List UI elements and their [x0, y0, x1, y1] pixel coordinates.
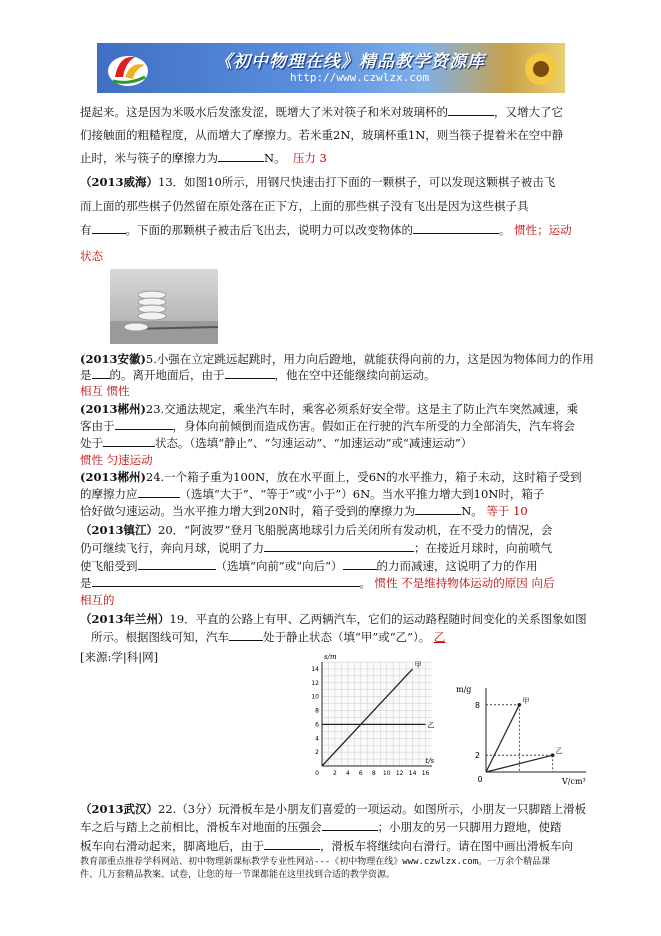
blank — [322, 819, 378, 831]
chess-pieces-photo — [110, 269, 218, 344]
q-rice-line-2: 们接触面的粗糙程度，从而增大了摩擦力。若米重2N，玻璃杯重1N，则当筷子提着米在空中静 — [80, 128, 564, 142]
y-tick-label: 8 — [474, 700, 480, 710]
y-tick-label: 10 — [311, 693, 319, 701]
blank — [264, 540, 414, 552]
blank — [264, 838, 320, 850]
origin-label: 0 — [477, 775, 483, 784]
q-weihai-line-3: 有 。下面的那颗棋子被击后飞出去，说明力可以改变物体的 。 惯性；运动 — [80, 223, 572, 237]
question-tag: (2013郴州) — [80, 470, 146, 484]
plot-area — [322, 662, 432, 766]
sunflower-icon — [521, 49, 561, 89]
q-weihai-line-2: 而上面的那些棋子仍然留在原处落在正下方，上面的那些棋子没有飞出是因为这些棋子具 — [80, 199, 529, 213]
q-chenzhou23-line-1: (2013郴州)23.交通法规定，乘坐汽车时，乘客必须系好安全带。这是主了防止汽车突然减速，乘 — [80, 402, 579, 416]
q-zhenjiang-line-2: 仍可继续飞行，奔向月球，说明了力 ；在接近月球时，向前喷气 — [80, 541, 552, 555]
mass-volume-chart — [452, 676, 602, 790]
blank — [225, 367, 275, 379]
blank — [92, 367, 110, 379]
q-wuhan-line-1: （2013武汉）22.（3分）玩滑板车是小朋友们喜爱的一项运动。如图所示，小朋友一只脚踏上滑板 — [80, 802, 587, 816]
q-chenzhou24-line-2: 的摩擦力应 （选填“大于”、“等于”或“小于”）6N。当水平推力增大到10N时，箱子 — [80, 487, 545, 501]
series-point — [518, 703, 522, 707]
answer: 惯性 不是维持物体运动的原因 向后 — [374, 576, 555, 590]
blank — [138, 558, 216, 570]
answer: 惯性；运动 — [514, 223, 572, 237]
series-label: 甲 — [414, 660, 422, 669]
q-chenzhou23-line-3: 处于 状态。（选填“静止”、“匀速运动”、“加速运动”或“减速运动”） — [80, 436, 473, 450]
answer: 惯性 匀速运动 — [80, 453, 153, 467]
y-tick-label: 8 — [315, 707, 319, 715]
x-tick-label: 10 — [382, 770, 391, 777]
q-zhenjiang-line-4: 是 。 惯性 不是维持物体运动的原因 向后 — [80, 576, 555, 590]
y-tick-label: 2 — [315, 749, 319, 757]
banner-title: 《初中物理在线》精品教学资源库 — [215, 52, 485, 72]
q-chenzhou23-line-2: 客由于 ，身体向前倾倒而造成伤害。假如正在行驶的汽车所受的力全部消失，汽车将会 — [80, 419, 575, 433]
x-axis-label: V/cm³ — [562, 777, 586, 786]
q-anhui-line-1: (2013安徽)5.小强在立定跳远起跳时，用力向后蹬地，就能获得向前的力，这是因为物体间力的作用 — [80, 352, 594, 366]
blank — [343, 558, 377, 570]
q-rice-line-1: 提起来。这是因为米吸水后发涨发涩，既增大了米对筷子和米对玻璃杯的 ，又增大了它 — [80, 105, 563, 119]
answer-continued: 相互的 — [80, 593, 115, 607]
y-tick-label: 2 — [474, 751, 480, 761]
x-tick-label: 4 — [345, 770, 350, 777]
distance-time-chart — [300, 650, 440, 780]
x-axis-label: t/s — [425, 757, 435, 765]
series-label: 甲 — [522, 696, 530, 705]
series-point — [551, 753, 555, 757]
x-tick-label: 16 — [421, 770, 430, 777]
blank — [448, 104, 494, 116]
question-tag: (2013郴州) — [80, 402, 146, 416]
q-weihai-line-1: （2013威海）13．如图10所示，用钢尺快速击打下面的一颗棋子，可以发现这颗棋子被击飞 — [80, 175, 556, 189]
series-label: 乙 — [427, 721, 435, 730]
x-tick-label: 12 — [395, 770, 404, 777]
x-tick-label: 6 — [358, 770, 363, 777]
answer: 压力 3 — [292, 151, 327, 165]
answer: 相互 惯性 — [80, 384, 130, 398]
question-tag: （2013镇江） — [80, 523, 159, 537]
y-axis-label: m/g — [456, 685, 472, 694]
site-logo-icon — [105, 47, 151, 89]
q-wuhan-line-2: 车之后与踏上之前相比，滑板车对地面的压强会 ；小朋友的另一只脚用力蹬地，使踏 — [80, 820, 562, 834]
question-tag: （2013威海） — [80, 175, 159, 189]
blank — [115, 418, 173, 430]
q-zhenjiang-line-1: （2013镇江）20．“阿波罗”登月飞船脱离地球引力后关闭所有发动机，在不受力的情况，会 — [80, 523, 553, 537]
question-tag: （2013年兰州） — [80, 612, 170, 626]
q-lanzhou-line-2: 所示。根据图线可知，汽车 处于静止状态（填“甲”或“乙”）。 乙 — [91, 630, 446, 644]
series-line — [486, 705, 519, 772]
blank — [92, 222, 126, 234]
q-anhui-line-2: 是 的。离开地面后，由于 ，他在空中还能继续向前运动。 — [80, 368, 436, 382]
q-lanzhou-line-1: （2013年兰州）19．平直的公路上有甲、乙两辆汽车，它们的运动路程随时间变化的关系图象如图 — [80, 612, 587, 626]
blank — [413, 222, 499, 234]
answer: 乙 — [433, 630, 446, 644]
source-note: [来源:学|科|网] — [80, 650, 159, 664]
series-label: 乙 — [555, 747, 563, 756]
answer: 等于 10 — [486, 504, 528, 518]
y-axis-label: s/m — [324, 653, 337, 661]
y-tick-label: 6 — [315, 721, 319, 729]
question-tag: (2013安徽) — [80, 352, 146, 366]
q-chenzhou24-line-3: 恰好做匀速运动。当水平推力增大到20N时，箱子受到的摩擦力为 N。 等于 10 — [80, 504, 528, 518]
footer-line-2: 件、几万套精品教案、试卷，让您的每一节课都能在这里找到合适的教学资源。 — [80, 870, 396, 880]
header-banner — [97, 43, 565, 93]
answer-continued: 状态 — [80, 249, 103, 263]
y-tick-label: 14 — [311, 665, 319, 673]
origin-label: 0 — [315, 770, 319, 777]
y-tick-label: 12 — [311, 679, 319, 687]
x-tick-label: 2 — [333, 770, 337, 777]
banner-url[interactable]: http://www.czwlzx.com — [290, 71, 430, 84]
y-tick-label: 4 — [315, 735, 319, 743]
blank — [218, 150, 264, 162]
x-tick-label: 8 — [371, 770, 376, 777]
q-rice-line-3: 止时，米与筷子的摩擦力为 N。 压力 3 — [80, 151, 327, 165]
x-tick-label: 14 — [408, 770, 417, 777]
blank — [229, 629, 263, 641]
blank — [92, 575, 360, 587]
q-zhenjiang-line-3: 使飞船受到 （选填“向前”或“向后”） 的力而减速，这说明了力的作用 — [80, 559, 538, 573]
question-tag: （2013武汉） — [80, 802, 159, 816]
footer-line-1: 教育部重点推荐学科网站、初中物理新课标教学专业性网站---《初中物理在线》www.czwlzx.com。一万余个精品课 — [80, 857, 551, 867]
blank — [415, 503, 461, 515]
blank — [138, 486, 180, 498]
q-wuhan-line-3: 板车向右滑动起来，脚离地后，由于 ，滑板车将继续向右滑行。请在图中画出滑板车向 — [80, 839, 573, 853]
q-chenzhou24-line-1: (2013郴州)24.一个箱子重为100N，放在水平面上，受6N的水平推力，箱子未动，这时箱子受到 — [80, 470, 582, 484]
blank — [103, 435, 155, 447]
